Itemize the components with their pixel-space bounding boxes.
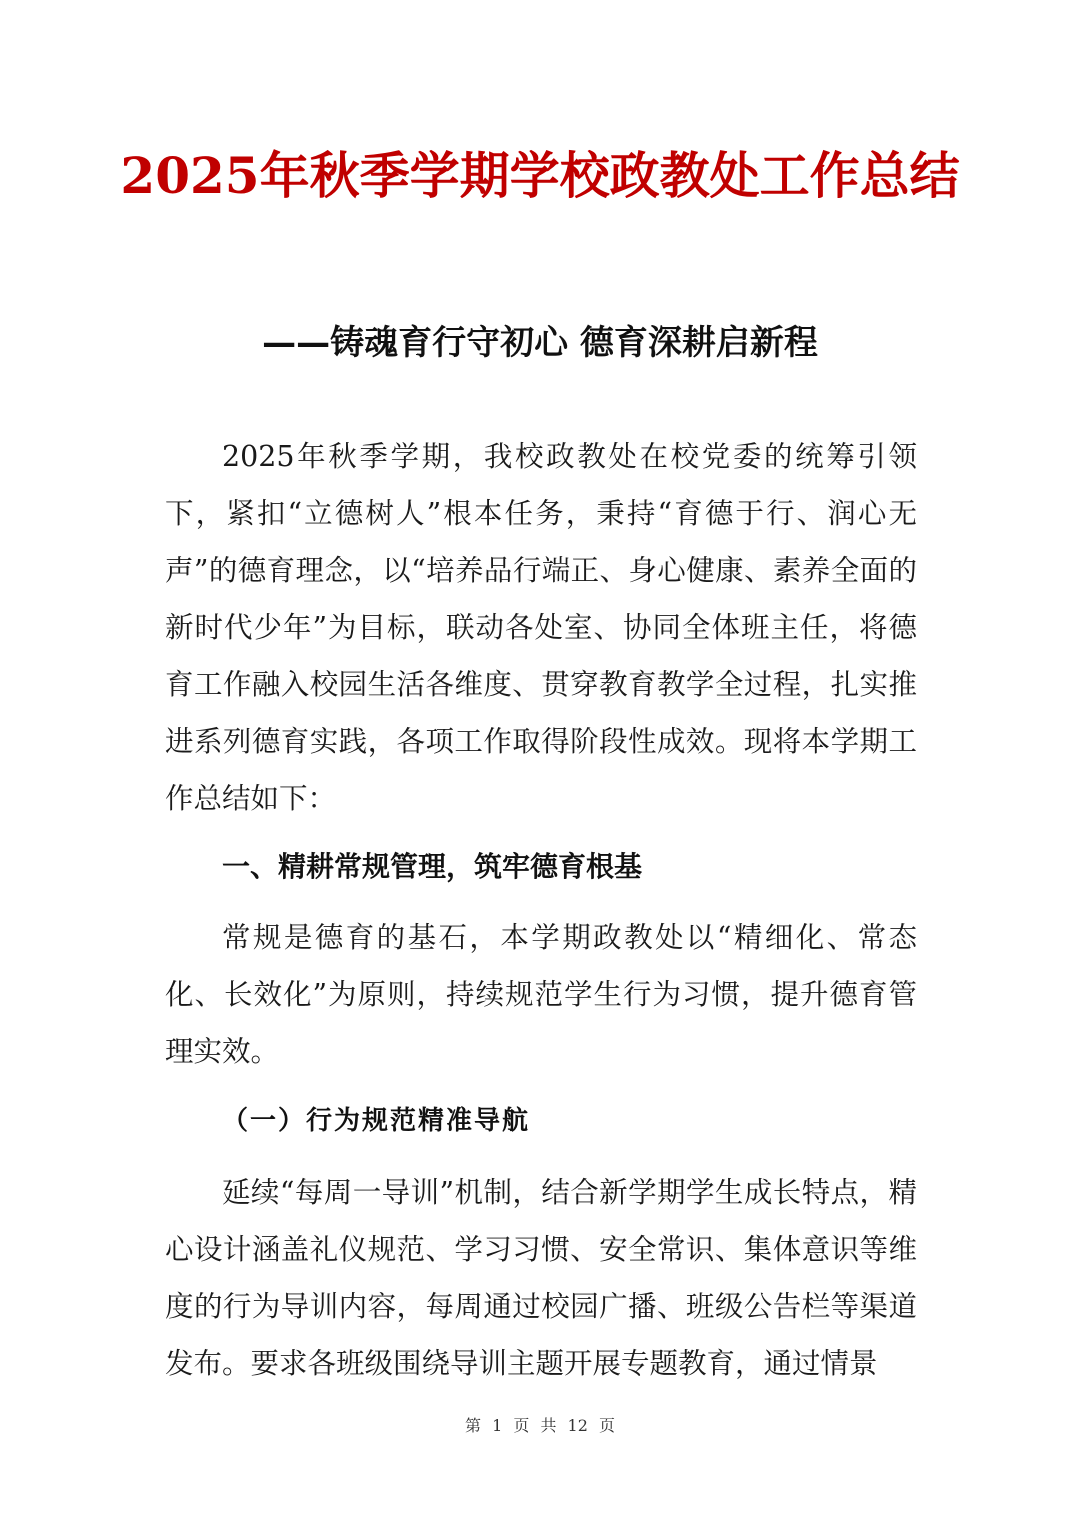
subsection-1-paragraph: 延续“每周一导训”机制，结合新学期学生成长特点，精心设计涵盖礼仪规范、学习习惯、安全常识、集体意识等维度的行为导训内容，每周通过校园广播、班级公告栏等渠道发布。要求各班级围绕导训主题开展专题教育，通过情景	[165, 1176, 917, 1380]
document-subtitle: ——铸魂育行守初心 德育深耕启新程	[262, 323, 818, 363]
document-title: 2025年秋季学期学校政教处工作总结	[120, 146, 960, 205]
section-1-paragraph: 常规是德育的基石，本学期政教处以“精细化、常态化、长效化”为原则，持续规范学生行为习惯，提升德育管理实效。	[165, 921, 917, 1068]
intro-paragraph: 2025年秋季学期，我校政教处在校党委的统筹引领下，紧扣“立德树人”根本任务，秉持“育德于行、润心无声”的德育理念，以“培养品行端正、身心健康、素养全面的新时代少年”为目标，联动各处室、协同全体班主任，将德育工作融入校园生活各维度、贯穿教育教学全过程，扎实推进系列德育实践，各项工作取得阶段性成效。现将本学期工作总结如下：	[165, 440, 917, 815]
subsection-heading-1: （一）行为规范精准导航	[222, 1106, 531, 1136]
page-number: 第 1 页 共 12 页	[465, 1416, 615, 1435]
section-heading-1: 一、精耕常规管理，筑牢德育根基	[222, 850, 643, 883]
